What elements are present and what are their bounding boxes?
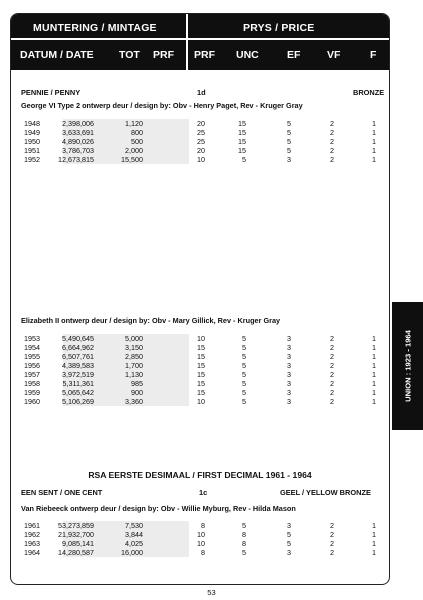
price-ef-cell: 5 xyxy=(287,119,291,128)
table-row xyxy=(11,128,389,137)
price-unc-cell: 15 xyxy=(238,128,246,137)
price-prf-cell: 15 xyxy=(197,388,205,397)
price-prf-cell: 15 xyxy=(197,343,205,352)
proof-mintage-cell: 985 xyxy=(131,379,143,388)
year-cell: 1959 xyxy=(24,388,40,397)
total-mintage-cell: 3,972,519 xyxy=(62,370,94,379)
table-row xyxy=(11,521,389,530)
price-ef-cell: 5 xyxy=(287,530,291,539)
price-f-cell: 1 xyxy=(372,146,376,155)
price-prf-cell: 25 xyxy=(197,137,205,146)
year-cell: 1948 xyxy=(24,119,40,128)
price-f-cell: 1 xyxy=(372,539,376,548)
table-row xyxy=(11,548,389,557)
catalogue-page-frame xyxy=(10,13,390,585)
total-mintage-cell: 53,273,859 xyxy=(58,521,94,530)
price-vf-cell: 2 xyxy=(330,334,334,343)
proof-mintage-cell: 900 xyxy=(131,388,143,397)
decimal-title: RSA EERSTE DESIMAAL / FIRST DECIMAL 1961 - 1964 xyxy=(88,470,312,480)
price-unc-cell: 5 xyxy=(242,343,246,352)
price-prf-cell: 10 xyxy=(197,155,205,164)
price-prf-cell: 15 xyxy=(197,352,205,361)
header-divider xyxy=(186,14,188,70)
price-ef-cell: 5 xyxy=(287,146,291,155)
price-prf-cell: 8 xyxy=(201,521,205,530)
total-mintage-cell: 2,398,006 xyxy=(62,119,94,128)
price-prf-cell: 20 xyxy=(197,119,205,128)
proof-mintage-cell: 2,000 xyxy=(125,146,143,155)
price-f-cell: 1 xyxy=(372,397,376,406)
price-unc-cell: 5 xyxy=(242,388,246,397)
proof-mintage-cell: 2,850 xyxy=(125,352,143,361)
price-f-cell: 1 xyxy=(372,128,376,137)
table-row xyxy=(11,137,389,146)
table-row xyxy=(11,352,389,361)
price-f-cell: 1 xyxy=(372,388,376,397)
price-f-cell: 1 xyxy=(372,370,376,379)
total-mintage-cell: 9,085,141 xyxy=(62,539,94,548)
price-unc-cell: 5 xyxy=(242,334,246,343)
col-prf: PRF xyxy=(194,49,215,61)
side-tab-label: UNION : 1923 - 1964 xyxy=(403,330,412,402)
price-f-cell: 1 xyxy=(372,119,376,128)
decimal-design: Van Riebeeck ontwerp deur / design by: Obv - Willie Myburg, Rev - Hilda Mason xyxy=(21,504,296,513)
price-f-cell: 1 xyxy=(372,379,376,388)
year-cell: 1952 xyxy=(24,155,40,164)
total-mintage-cell: 12,673,815 xyxy=(58,155,94,164)
price-unc-cell: 15 xyxy=(238,119,246,128)
table-row xyxy=(11,146,389,155)
table-row xyxy=(11,370,389,379)
penny-name: PENNIE / PENNY xyxy=(21,88,81,97)
price-prf-cell: 10 xyxy=(197,530,205,539)
col-total: TOT xyxy=(119,49,140,61)
price-prf-cell: 15 xyxy=(197,361,205,370)
price-vf-cell: 2 xyxy=(330,530,334,539)
mintage-title: MUNTERING / MINTAGE xyxy=(33,22,157,34)
proof-mintage-cell: 5,000 xyxy=(125,334,143,343)
proof-mintage-cell: 15,500 xyxy=(121,155,143,164)
price-unc-cell: 5 xyxy=(242,379,246,388)
price-prf-cell: 20 xyxy=(197,146,205,155)
price-prf-cell: 10 xyxy=(197,397,205,406)
year-cell: 1949 xyxy=(24,128,40,137)
proof-mintage-cell: 1,700 xyxy=(125,361,143,370)
total-mintage-cell: 21,932,700 xyxy=(58,530,94,539)
price-ef-cell: 3 xyxy=(287,370,291,379)
page-number: 53 xyxy=(207,588,216,597)
price-vf-cell: 2 xyxy=(330,352,334,361)
proof-mintage-cell: 3,150 xyxy=(125,343,143,352)
price-vf-cell: 2 xyxy=(330,119,334,128)
total-mintage-cell: 5,490,645 xyxy=(62,334,94,343)
price-unc-cell: 15 xyxy=(238,137,246,146)
price-f-cell: 1 xyxy=(372,530,376,539)
table-row xyxy=(11,397,389,406)
total-mintage-cell: 5,106,269 xyxy=(62,397,94,406)
price-unc-cell: 5 xyxy=(242,521,246,530)
price-f-cell: 1 xyxy=(372,334,376,343)
price-f-cell: 1 xyxy=(372,521,376,530)
table-row xyxy=(11,530,389,539)
penny-denomination: 1d xyxy=(197,88,206,97)
year-cell: 1963 xyxy=(24,539,40,548)
price-f-cell: 1 xyxy=(372,155,376,164)
price-ef-cell: 3 xyxy=(287,548,291,557)
price-vf-cell: 2 xyxy=(330,137,334,146)
year-cell: 1954 xyxy=(24,343,40,352)
table-row xyxy=(11,388,389,397)
decimal-name: EEN SENT / ONE CENT xyxy=(21,488,103,497)
price-prf-cell: 10 xyxy=(197,539,205,548)
decimal-denomination: 1c xyxy=(199,488,208,497)
total-mintage-cell: 4,890,026 xyxy=(62,137,94,146)
col-unc: UNC xyxy=(236,49,259,61)
price-ef-cell: 3 xyxy=(287,379,291,388)
price-ef-cell: 3 xyxy=(287,155,291,164)
year-cell: 1962 xyxy=(24,530,40,539)
price-ef-cell: 3 xyxy=(287,361,291,370)
proof-mintage-cell: 16,000 xyxy=(121,548,143,557)
penny-design: George VI Type 2 ontwerp deur / design by: Obv - Henry Paget, Rev - Kruger Gray xyxy=(21,101,303,110)
price-vf-cell: 2 xyxy=(330,128,334,137)
price-f-cell: 1 xyxy=(372,548,376,557)
col-date: DATUM / DATE xyxy=(20,49,94,61)
table-row xyxy=(11,343,389,352)
price-unc-cell: 8 xyxy=(242,539,246,548)
proof-mintage-cell: 500 xyxy=(131,137,143,146)
price-prf-cell: 8 xyxy=(201,548,205,557)
price-unc-cell: 5 xyxy=(242,397,246,406)
price-vf-cell: 2 xyxy=(330,548,334,557)
price-vf-cell: 2 xyxy=(330,521,334,530)
year-cell: 1961 xyxy=(24,521,40,530)
table-row xyxy=(11,379,389,388)
total-mintage-cell: 5,065,642 xyxy=(62,388,94,397)
price-title: PRYS / PRICE xyxy=(243,22,315,34)
price-f-cell: 1 xyxy=(372,343,376,352)
col-f: F xyxy=(370,49,377,61)
penny-metal: BRONZE xyxy=(353,88,385,97)
price-vf-cell: 2 xyxy=(330,146,334,155)
price-unc-cell: 5 xyxy=(242,155,246,164)
price-vf-cell: 2 xyxy=(330,379,334,388)
year-cell: 1960 xyxy=(24,397,40,406)
year-cell: 1964 xyxy=(24,548,40,557)
price-ef-cell: 3 xyxy=(287,521,291,530)
side-tab xyxy=(392,302,423,430)
price-prf-cell: 15 xyxy=(197,379,205,388)
year-cell: 1950 xyxy=(24,137,40,146)
price-unc-cell: 15 xyxy=(238,146,246,155)
price-vf-cell: 2 xyxy=(330,343,334,352)
price-unc-cell: 5 xyxy=(242,370,246,379)
total-mintage-cell: 4,389,583 xyxy=(62,361,94,370)
proof-mintage-cell: 1,130 xyxy=(125,370,143,379)
eliz-design: Elizabeth II ontwerp deur / design by: Obv - Mary Gillick, Rev - Kruger Gray xyxy=(21,316,281,325)
proof-mintage-cell: 7,530 xyxy=(125,521,143,530)
year-cell: 1956 xyxy=(24,361,40,370)
total-mintage-cell: 6,507,761 xyxy=(62,352,94,361)
year-cell: 1953 xyxy=(24,334,40,343)
price-vf-cell: 2 xyxy=(330,370,334,379)
total-mintage-cell: 3,786,703 xyxy=(62,146,94,155)
price-vf-cell: 2 xyxy=(330,388,334,397)
price-unc-cell: 5 xyxy=(242,548,246,557)
price-f-cell: 1 xyxy=(372,361,376,370)
table-row xyxy=(11,361,389,370)
price-unc-cell: 8 xyxy=(242,530,246,539)
col-proof-mintage: PRF xyxy=(153,49,174,61)
total-mintage-cell: 14,280,587 xyxy=(58,548,94,557)
price-unc-cell: 5 xyxy=(242,361,246,370)
year-cell: 1955 xyxy=(24,352,40,361)
price-ef-cell: 3 xyxy=(287,388,291,397)
table-row xyxy=(11,539,389,548)
price-ef-cell: 3 xyxy=(287,397,291,406)
total-mintage-cell: 3,633,691 xyxy=(62,128,94,137)
price-ef-cell: 3 xyxy=(287,334,291,343)
price-vf-cell: 2 xyxy=(330,361,334,370)
decimal-metal: GEEL / YELLOW BRONZE xyxy=(280,488,371,497)
year-cell: 1958 xyxy=(24,379,40,388)
header-rule xyxy=(11,38,389,40)
proof-mintage-cell: 800 xyxy=(131,128,143,137)
price-ef-cell: 3 xyxy=(287,343,291,352)
price-vf-cell: 2 xyxy=(330,539,334,548)
proof-mintage-cell: 1,120 xyxy=(125,119,143,128)
total-mintage-cell: 5,311,361 xyxy=(62,379,94,388)
price-vf-cell: 2 xyxy=(330,397,334,406)
price-prf-cell: 10 xyxy=(197,334,205,343)
price-prf-cell: 25 xyxy=(197,128,205,137)
col-vf: VF xyxy=(327,49,341,61)
proof-mintage-cell: 4,025 xyxy=(125,539,143,548)
price-ef-cell: 5 xyxy=(287,128,291,137)
proof-mintage-cell: 3,360 xyxy=(125,397,143,406)
col-ef: EF xyxy=(287,49,301,61)
price-vf-cell: 2 xyxy=(330,155,334,164)
year-cell: 1957 xyxy=(24,370,40,379)
price-ef-cell: 3 xyxy=(287,352,291,361)
price-f-cell: 1 xyxy=(372,137,376,146)
table-row xyxy=(11,119,389,128)
price-prf-cell: 15 xyxy=(197,370,205,379)
price-ef-cell: 5 xyxy=(287,137,291,146)
year-cell: 1951 xyxy=(24,146,40,155)
total-mintage-cell: 6,664,962 xyxy=(62,343,94,352)
table-header xyxy=(11,14,389,70)
table-row xyxy=(11,155,389,164)
proof-mintage-cell: 3,844 xyxy=(125,530,143,539)
table-row xyxy=(11,334,389,343)
price-f-cell: 1 xyxy=(372,352,376,361)
price-unc-cell: 5 xyxy=(242,352,246,361)
price-ef-cell: 5 xyxy=(287,539,291,548)
